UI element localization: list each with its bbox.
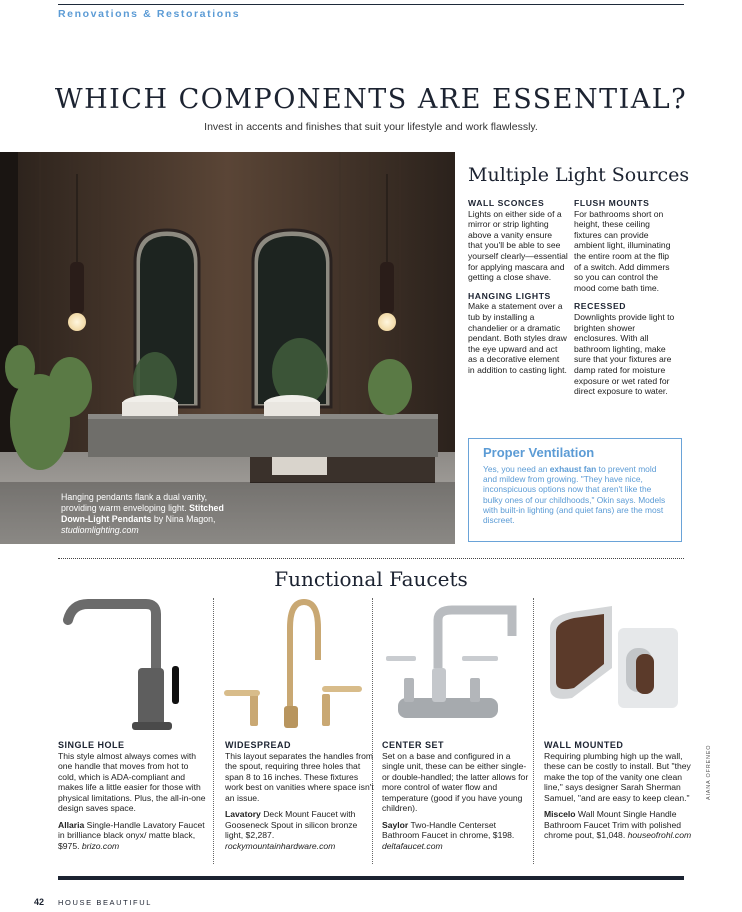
- ventilation-text-before: Yes, you need an: [483, 464, 550, 474]
- faucet-brand: Allaria: [58, 819, 85, 830]
- page-title: WHICH COMPONENTS ARE ESSENTIAL?: [54, 84, 688, 115]
- wall-mounted-faucet-image: [542, 598, 692, 734]
- lighting-item-heading: WALL SCONCES: [468, 198, 545, 208]
- faucet-card: [544, 740, 694, 847]
- lighting-col-left: [468, 198, 568, 376]
- faucet-url: brizo.com: [81, 840, 120, 851]
- faucet-url: houseofrohl.com: [627, 830, 692, 840]
- ventilation-body: [483, 464, 667, 525]
- ventilation-text-after: to prevent mold and mildew from growing. "They have nice, inconspicuous options now that aren't like the bulky ones of our childhoods," Okin says. Models with built-in lighting (and quiet fans) are the most discreet.: [483, 464, 666, 526]
- lighting-col-right: [574, 198, 678, 397]
- faucet-desc: Deck Mount Faucet with Gooseneck Spout in silicon bronze light, $2,287.: [225, 809, 358, 840]
- faucet-body: This style almost always comes with one handle that moves from hot to cold, which is ADA-compliant and makes life a little easier for those with physical limitations. Plus, the all-in-one design saves space.: [58, 750, 206, 813]
- publication-name: HOUSE BEAUTIFUL: [58, 898, 153, 907]
- lighting-item-body: Make a statement over a tub by installing a chandelier or a dramatic pendant. Both styles draw the eye upward and act as a decorative element in addition to casting light.: [468, 301, 567, 375]
- hero-illustration: [0, 152, 455, 544]
- caption-product: Stitched Down-Light Pendants: [61, 503, 224, 524]
- lighting-item-heading: FLUSH MOUNTS: [574, 198, 650, 208]
- faucet-card: [225, 740, 375, 857]
- lighting-item-body: Downlights provide light to brighten shower enclosures. With all bathroom lighting, make sure that your fixtures are damp rated for moisture exposure or wet rated for direct exposure to water.: [574, 311, 675, 397]
- hero-bathroom-photo: [0, 152, 455, 544]
- center-set-faucet-image: [378, 598, 528, 734]
- section-divider: [58, 558, 684, 559]
- lighting-item-body: Lights on either side of a mirror or strip lighting above a vanity ensure that you'll be able to see yourself clearly—essential for applying mascara and getting a close shave.: [468, 208, 568, 283]
- faucet-credit: [382, 820, 532, 852]
- top-rule: [58, 4, 684, 5]
- photo-credit: AIANA OFRENEO: [706, 744, 712, 800]
- faucet-heading: WIDESPREAD: [225, 740, 292, 750]
- lighting-section-title: Multiple Light Sources: [468, 164, 690, 186]
- faucet-body: Set on a base and configured in a single unit, these can be either single- or double-handled; the latter allows for more control of water flow and temperature (good if you have young children).: [382, 750, 529, 813]
- faucet-desc: Single-Handle Lavatory Faucet in brilliance black onyx/ matte black, $975.: [58, 819, 205, 851]
- lighting-item-heading: HANGING LIGHTS: [468, 290, 551, 301]
- faucet-brand: Lavatory: [225, 809, 261, 819]
- widespread-faucet-image: [220, 598, 370, 734]
- faucet-credit: [58, 820, 208, 852]
- page-dek: Invest in accents and finishes that suit your lifestyle and work flawlessly.: [204, 121, 538, 133]
- faucet-desc: Wall Mount Single Handle Bathroom Faucet Trim with polished chrome pout, $1,048.: [544, 809, 682, 840]
- column-divider: [533, 598, 534, 864]
- faucet-url: rockymountainhardware.com: [225, 840, 336, 851]
- hero-caption: [61, 492, 241, 536]
- single-hole-faucet-image: [58, 598, 208, 734]
- section-tag: Renovations & Restorations: [58, 8, 241, 20]
- faucet-heading: SINGLE HOLE: [58, 740, 125, 750]
- faucet-credit: [225, 809, 375, 851]
- caption-text: Hanging pendants flank a dual vanity, providing warm enveloping light.: [61, 492, 208, 513]
- faucet-url: deltafaucet.com: [382, 840, 443, 851]
- column-divider: [213, 598, 214, 864]
- faucet-body: Requiring plumbing high up the wall, these can be costly to install. But "they make the top of the vanity one clean line," says designer Sarah Sherman Samuel, "and are easy to keep clean.": [544, 750, 691, 803]
- ventilation-title: Proper Ventilation: [483, 445, 595, 460]
- faucet-brand: Saylor: [382, 819, 409, 830]
- faucet-card: [58, 740, 208, 857]
- faucet-heading: CENTER SET: [382, 740, 445, 750]
- ventilation-box: [468, 438, 682, 542]
- faucets-section-title: Functional Faucets: [274, 567, 468, 591]
- caption-url: studiomlighting.com: [61, 525, 139, 535]
- faucet-brand: Miscelo: [544, 809, 576, 819]
- faucet-body: This layout separates the handles from the spout, requiring three holes that span 8 to 16 inches. These fixtures work best on vanities where space isn't an issue.: [225, 750, 374, 803]
- footer-bar: [58, 876, 684, 880]
- faucet-card: [382, 740, 532, 857]
- ventilation-highlight: exhaust fan: [549, 464, 597, 474]
- faucet-heading: WALL MOUNTED: [544, 740, 624, 750]
- page-number: 42: [34, 897, 45, 907]
- caption-by: by Nina Magon,: [151, 514, 216, 524]
- lighting-item-heading: RECESSED: [574, 301, 627, 312]
- faucet-credit: [544, 809, 694, 841]
- faucet-desc: Two-Handle Centerset Bathroom Faucet in chrome, $198.: [382, 819, 515, 840]
- lighting-item-body: For bathrooms short on height, these ceiling fixtures can provide ambient light, illuminating the entire room at the flip of a switch. Add dimmers so you can control the mood come bath time.: [574, 208, 671, 293]
